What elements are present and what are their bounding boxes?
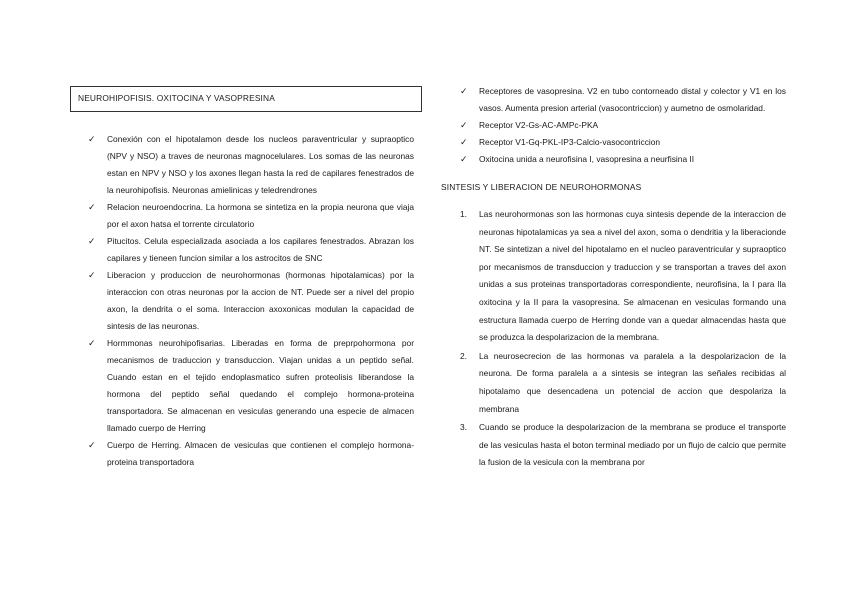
numbered-item-text: Cuando se produce la despolarizacion de la membrana se produce el transporte de las vesiculas hasta el boton terminal mediado por un flujo de calcio que permite la fusion de la vesicula con la membrana por [479, 422, 786, 468]
check-icon: ✓ [460, 120, 468, 130]
list-item-text: Liberacion y produccion de neurohormonas (hormonas hipotalamicas) por la interaccion con otras neuronas por la accion de NT. Puede ser a nivel del propio axon, la dendrita o el soma. Interaccion axoxonicas modulan la capacidad de sintesis de las neuronas. [107, 270, 414, 331]
check-icon: ✓ [88, 338, 96, 348]
section-title-box [70, 86, 422, 112]
list-item [70, 233, 422, 267]
check-icon: ✓ [460, 154, 468, 164]
check-icon: ✓ [88, 236, 96, 246]
numbered-item [441, 348, 786, 418]
check-icon: ✓ [460, 86, 468, 96]
list-item [70, 131, 422, 199]
right-check-list [441, 83, 786, 168]
list-item-text: Receptor V1-Gq-PKL-IP3-Calcio-vasocontriccion [479, 137, 661, 147]
list-item [70, 437, 422, 471]
numbered-item-text: Las neurohormonas son las hormonas cuya sintesis depende de la interaccion de neuronas hipotalamicas ya sea a nivel del axon, soma o dendritia y la liberacionde NT. Se sintetizan a nivel del hipotalamo en el nucleo paraventricular y supraoptico por mecanismos de transduccion y traduccion y se transportan a traves del axon unidas a sus proteinas transportadoras correspondiente, neurofisina, la I para lla oxitocina y la II para la vasopresina. Se almacenan en vesiculas formando una estructura llamada cuerpo de Herring donde van a quedar almacendas hasta que se produzca la despolarizacion de la membrana. [479, 209, 786, 343]
list-item-text: Hormmonas neurohipofisarias. Liberadas en forma de preprpohormona por mecanismos de traduccion y transduccion. Viajan unidas a un peptido señal. Cuando estan en el tejido endoplasmatico sufren proteolisis liberandose la hormona del peptido señal quedando el complejo hormona-proteina transportadora. Se almacenan en vesiculas generando una especie de almacen llamado cuerpo de Herring [107, 338, 414, 433]
list-item-text: Receptores de vasopresina. V2 en tubo contorneado distal y colector y V1 en los vasos. Aumenta presion arterial (vasocontriccion) y aumetno de osmolaridad. [479, 86, 786, 113]
numbered-list [441, 206, 786, 472]
list-item [441, 117, 786, 134]
check-icon: ✓ [88, 270, 96, 280]
left-column [70, 86, 422, 471]
left-check-list [70, 131, 422, 471]
item-number: 2. [460, 350, 467, 361]
numbered-item-text: La neurosecrecion de las hormonas va paralela a la despolarizacion de la neurona. De forma paralela a a sintesis se integran las señales recibidas al hipotalamo que desencadena un potencial de accion que despolariza la membrana [479, 350, 786, 414]
list-item [441, 83, 786, 117]
numbered-item [441, 206, 786, 347]
list-item-text: Oxitocina unida a neurofisina I, vasopresina a neurfisina II [479, 154, 695, 164]
list-item-text: Conexión con el hipotalamon desde los nucleos paraventricular y supraoptico (NPV y NSO) a traves de neuronas magnocelulares. Los somas de las neuronas estan en NPV y NSO y los axones llegan hasta la red de capilares fenestrados de la neurohipofisis. Neuronas amielinicas y teledrendrones [107, 134, 414, 195]
list-item-text: Pitucitos. Celula especializada asociada a los capilares fenestrados. Abrazan los capilares y tieneen funcion similar a los astrocitos de SNC [107, 236, 414, 263]
list-item [70, 199, 422, 233]
list-item-text: Receptor V2-Gs-AC-AMPc-PKA [479, 120, 599, 130]
check-icon: ✓ [88, 202, 96, 212]
check-icon: ✓ [460, 137, 468, 147]
item-number: 1. [460, 209, 467, 219]
list-item-text: Cuerpo de Herring. Almacen de vesiculas que contienen el complejo hormona-proteina transportadora [107, 440, 414, 467]
right-column [441, 83, 786, 473]
list-item [441, 151, 786, 168]
numbered-item [441, 419, 786, 472]
section-title: NEUROHIPOFISIS. OXITOCINA Y VASOPRESINA [78, 93, 275, 103]
list-item-text: Relacion neuroendocrina. La hormona se sintetiza en la propia neurona que viaja por el axon hatsa el torrente circulatorio [107, 202, 414, 229]
check-icon: ✓ [88, 134, 96, 144]
item-number: 3. [460, 422, 467, 433]
list-item [441, 134, 786, 151]
list-item [70, 267, 422, 335]
list-item [70, 335, 422, 437]
check-icon: ✓ [88, 440, 96, 450]
section-heading: SINTESIS Y LIBERACION DE NEUROHORMONAS [441, 182, 642, 192]
